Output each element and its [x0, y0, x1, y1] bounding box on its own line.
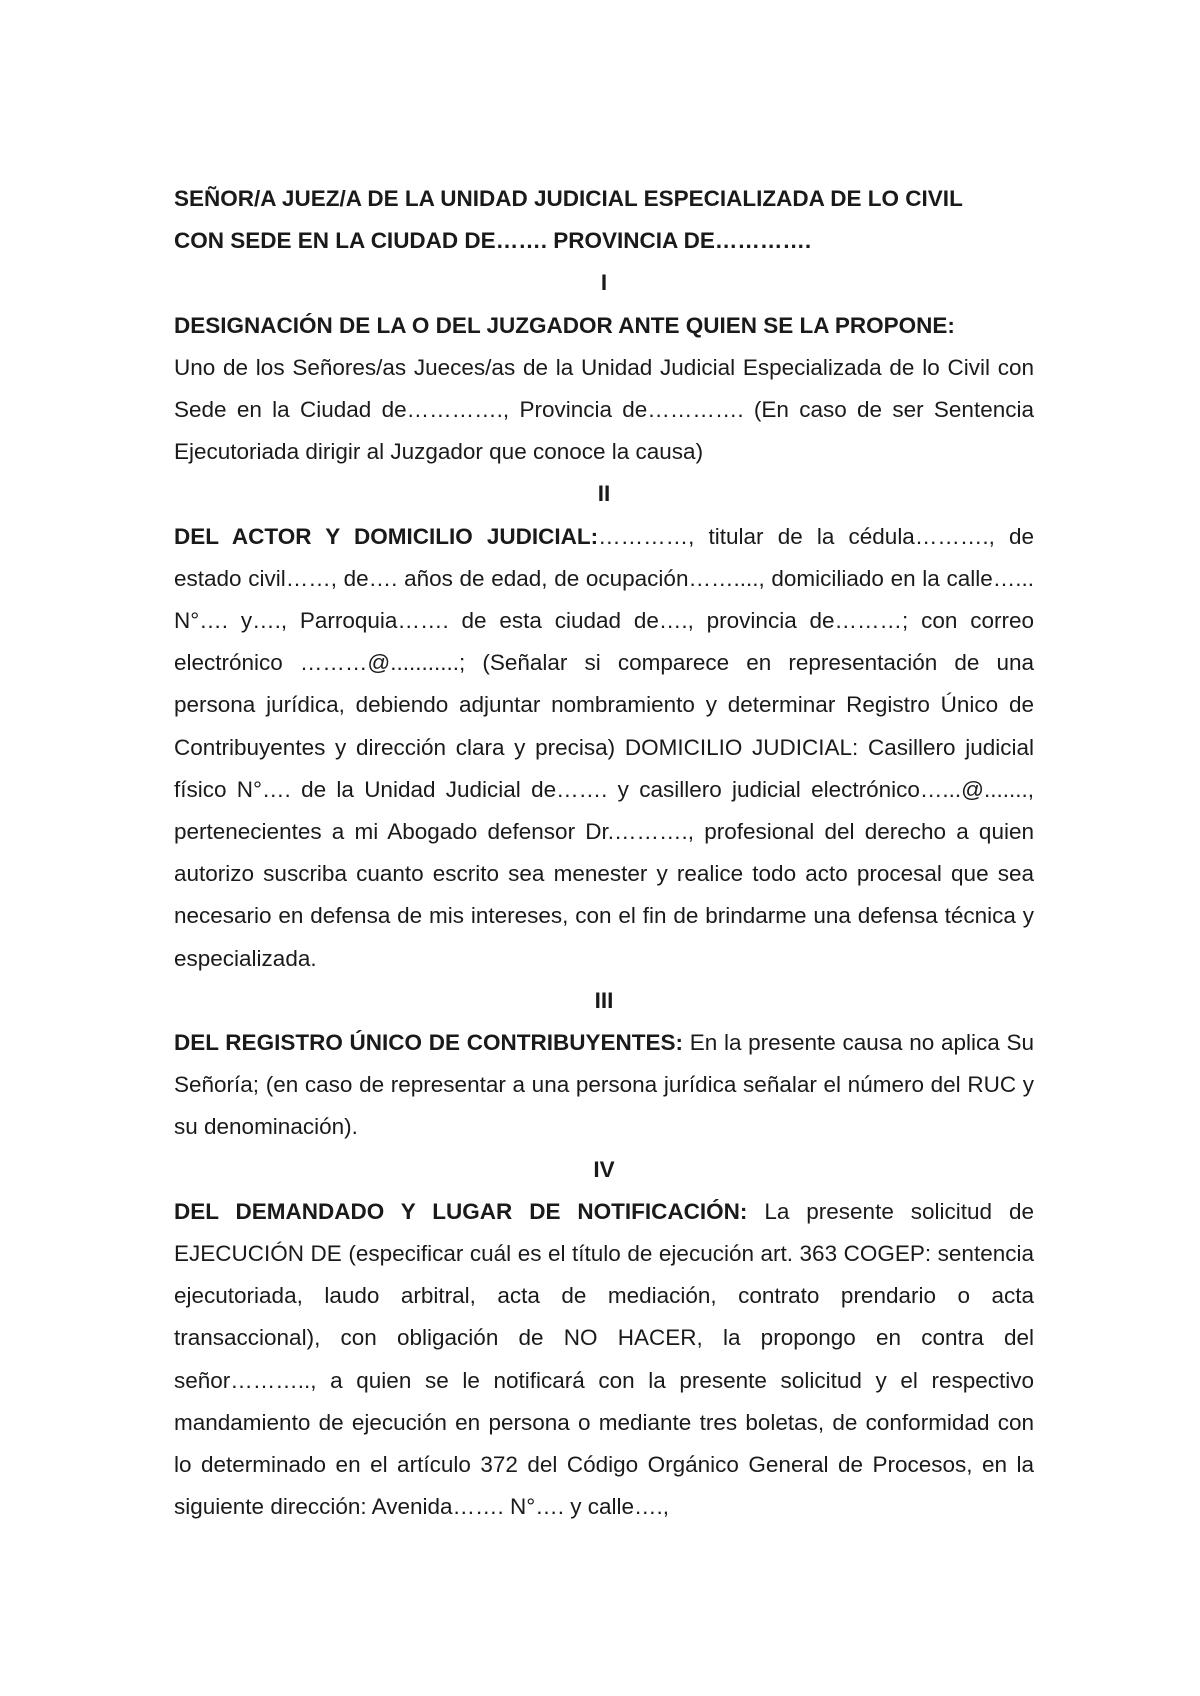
section-title: DEL ACTOR Y DOMICILIO JUDICIAL:	[174, 523, 599, 549]
section-numeral: IV	[593, 1156, 615, 1182]
court-address-line-2: CON SEDE EN LA CIUDAD DE……. PROVINCIA DE………….	[174, 228, 812, 254]
section-defendant-notification	[174, 1191, 1034, 1529]
section-ruc	[174, 1022, 1034, 1149]
court-address-heading	[174, 178, 1034, 262]
section-title: DESIGNACIÓN DE LA O DEL JUZGADOR ANTE QUIEN SE LA PROPONE:	[174, 312, 955, 338]
section-title: DEL DEMANDADO Y LUGAR DE NOTIFICACIÓN:	[174, 1198, 748, 1224]
section-numeral: II	[597, 481, 611, 507]
section-numeral: I	[600, 270, 608, 296]
court-address-line-1: SEÑOR/A JUEZ/A DE LA UNIDAD JUDICIAL ESPECIALIZADA DE LO CIVIL	[174, 186, 963, 211]
section-judge-designation	[174, 305, 1034, 474]
document-page	[174, 178, 1034, 1529]
section-title: DEL REGISTRO ÚNICO DE CONTRIBUYENTES:	[174, 1030, 683, 1056]
section-body: …………, titular de la cédula………., de estado civil……, de…. años de edad, de ocupación……...., domiciliado en la calle…... N°…. y…., Parroquia……. de esta ciudad de…., provincia de………; con correo electrónico ………@...........; (Señalar si comparece en representación de una persona jurídica, debiendo adjuntar nombramiento y determinar Registro Único de Contribuyentes y dirección clara y precisa) DOMICILIO JUDICIAL: Casillero judicial físico N°…. de la Unidad Judicial de……. y casillero judicial electrónico…...@......., pertenecientes a mi Abogado defensor Dr.………., profesional del derecho a quien autorizo suscriba cuanto escrito sea menester y realice todo acto procesal que sea necesario en defensa de mis intereses, con el fin de brindarme una defensa técnica y especializada.	[174, 523, 1035, 971]
section-body: La presente solicitud de EJECUCIÓN DE (especificar cuál es el título de ejecución art. 363 COGEP: sentencia ejecutoriada, laudo arbitral, acta de mediación, contrato prendario o acta transaccional), con obligación de NO HACER, la propongo en contra del señor……….., a quien se le notificará con la presente solicitud y el respectivo mandamiento de ejecución en persona o mediante tres boletas, de conformidad con lo determinado en el artículo 372 del Código Orgánico General de Procesos, en la siguiente dirección: Avenida……. N°…. y calle….,	[174, 1198, 1034, 1520]
section-plaintiff-domicile	[174, 516, 1034, 980]
section-body: Uno de los Señores/as Jueces/as de la Unidad Judicial Especializada de lo Civil con Sede en la Ciudad de…………., Provincia de…………. (En caso de ser Sentencia Ejecutoriada dirigir al Juzgador que conoce la causa)	[174, 354, 1034, 465]
section-numeral: III	[594, 987, 614, 1013]
section-body: En la presente causa no aplica Su Señoría; (en caso de representar a una persona jurídica señalar el número del RUC y su denominación).	[174, 1030, 1034, 1140]
